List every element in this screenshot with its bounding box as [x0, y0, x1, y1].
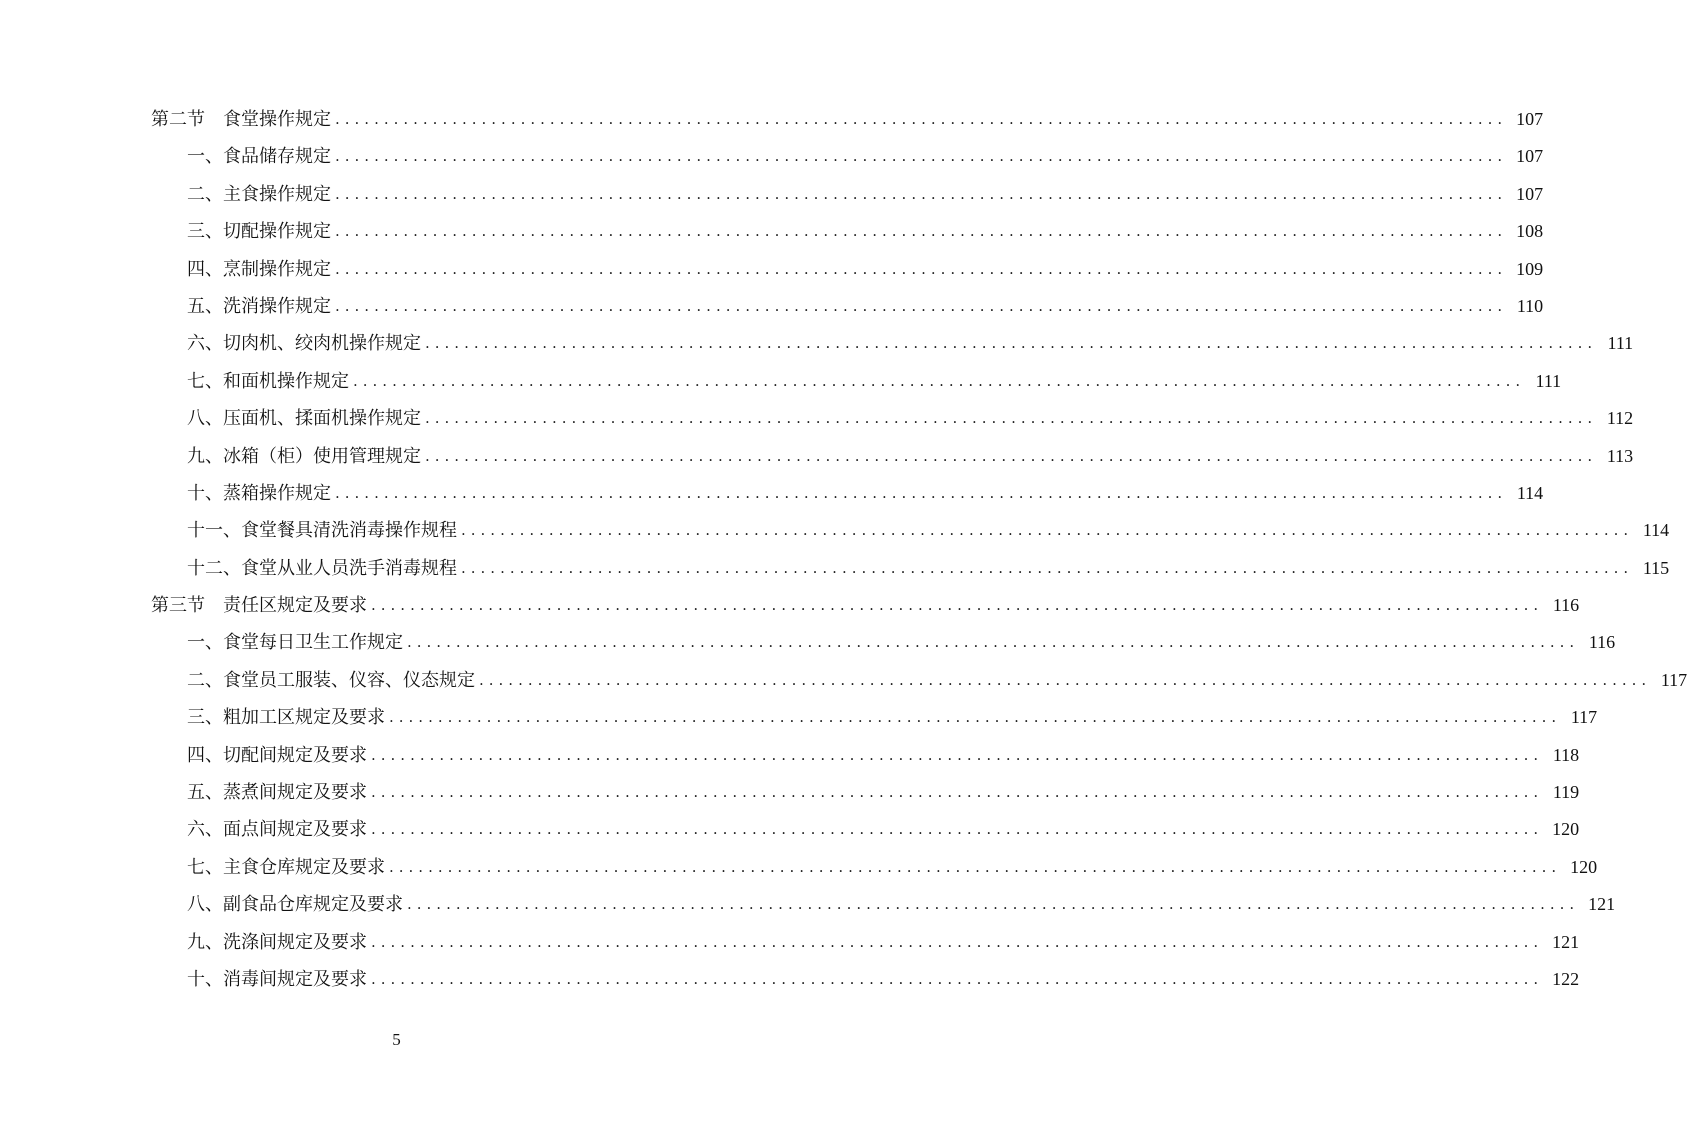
toc-entry-title: 十、蒸箱操作规定 — [187, 482, 331, 504]
toc-entry-page: 107 — [1516, 183, 1544, 204]
toc-entry-page: 109 — [1516, 258, 1544, 279]
toc-entry-page: 113 — [1606, 445, 1634, 466]
toc-entry[interactable] — [151, 961, 1580, 998]
dot-leader: ........................................................................................................................ — [335, 147, 1508, 166]
toc-entry[interactable] — [151, 737, 1580, 774]
toc-entry[interactable] — [151, 400, 1634, 437]
dot-leader: ........................................................................................................................ — [371, 932, 1544, 951]
toc-entry-page: 111 — [1607, 333, 1634, 354]
toc-entry[interactable] — [151, 662, 1687, 699]
toc-entry-page: 120 — [1552, 819, 1580, 840]
toc-entry-page: 121 — [1552, 931, 1580, 952]
toc-entry[interactable] — [151, 774, 1580, 811]
dot-leader: ........................................................................................................................ — [335, 110, 1508, 128]
toc-entry-page: 116 — [1588, 632, 1616, 653]
toc-entry-title: 五、洗消操作规定 — [187, 295, 331, 317]
dot-leader: ........................................................................................................................ — [371, 783, 1544, 802]
toc-entry[interactable] — [151, 624, 1616, 661]
toc-entry[interactable] — [151, 550, 1670, 587]
toc-entry-title: 四、烹制操作规定 — [187, 258, 331, 280]
toc-entry-page: 111 — [1535, 370, 1562, 391]
toc-entry-page: 118 — [1552, 744, 1580, 765]
toc-entry[interactable] — [151, 849, 1598, 886]
toc-entry-title: 一、食品储存规定 — [187, 146, 331, 168]
toc-entry-title: 六、面点间规定及要求 — [187, 819, 367, 841]
toc-entry-title: 四、切配间规定及要求 — [187, 744, 367, 766]
toc-entry-page: 114 — [1642, 520, 1670, 541]
toc-entry[interactable] — [151, 924, 1580, 961]
toc-entry-title: 三、粗加工区规定及要求 — [187, 707, 385, 729]
dot-leader: ........................................................................................................................ — [371, 969, 1544, 988]
toc-entry-title: 十二、食堂从业人员洗手消毒规程 — [187, 557, 457, 579]
toc-entry-title: 七、主食仓库规定及要求 — [187, 856, 385, 878]
toc-entry-page: 120 — [1570, 856, 1598, 877]
toc-entry-page: 119 — [1552, 782, 1580, 803]
toc-entry-page: 107 — [1516, 109, 1544, 129]
dot-leader: ........................................................................................................................ — [407, 895, 1580, 914]
toc-entry-page: 107 — [1516, 146, 1544, 167]
toc-entry[interactable] — [151, 176, 1544, 213]
toc-entry-title: 第二节 食堂操作规定 — [151, 109, 331, 130]
toc-entry-title: 九、冰箱（柜）使用管理规定 — [187, 445, 421, 467]
toc-entry-title: 二、主食操作规定 — [187, 183, 331, 205]
toc-entry-title: 八、压面机、揉面机操作规定 — [187, 408, 421, 430]
toc-entry-title: 一、食堂每日卫生工作规定 — [187, 632, 403, 654]
dot-leader: ........................................................................................................................ — [335, 222, 1508, 241]
dot-leader: ........................................................................................................................ — [461, 558, 1634, 577]
dot-leader: ........................................................................................................................ — [479, 670, 1652, 689]
dot-leader: ........................................................................................................................ — [407, 633, 1580, 652]
toc-entry-title: 第三节 责任区规定及要求 — [151, 595, 367, 617]
toc-entry-page: 108 — [1516, 221, 1544, 242]
toc-entry-page: 122 — [1552, 968, 1580, 989]
toc-entry-page: 110 — [1516, 295, 1544, 316]
toc-entry-title: 九、洗涤间规定及要求 — [187, 931, 367, 953]
table-of-contents — [151, 101, 1687, 998]
dot-leader: ........................................................................................................................ — [335, 483, 1508, 502]
toc-entry-page: 115 — [1642, 557, 1670, 578]
toc-entry[interactable] — [151, 699, 1598, 736]
toc-entry-page: 117 — [1570, 707, 1598, 728]
toc-entry[interactable] — [151, 475, 1544, 512]
toc-entry-title: 十、消毒间规定及要求 — [187, 968, 367, 990]
toc-entry[interactable] — [151, 251, 1544, 288]
toc-entry-title: 五、蒸煮间规定及要求 — [187, 782, 367, 804]
dot-leader: ........................................................................................................................ — [335, 184, 1508, 203]
toc-section-entry[interactable] — [151, 587, 1580, 624]
toc-entry-title: 二、食堂员工服装、仪容、仪态规定 — [187, 669, 475, 691]
toc-entry-page: 116 — [1552, 595, 1580, 616]
dot-leader: ........................................................................................................................ — [371, 596, 1544, 615]
toc-entry[interactable] — [151, 363, 1562, 400]
toc-entry[interactable] — [151, 438, 1634, 475]
toc-entry[interactable] — [151, 288, 1544, 325]
dot-leader: ........................................................................................................................ — [425, 334, 1598, 353]
toc-entry-page: 114 — [1516, 482, 1544, 503]
toc-entry-title: 三、切配操作规定 — [187, 221, 331, 243]
dot-leader: ........................................................................................................................ — [371, 745, 1544, 764]
toc-entry[interactable] — [151, 886, 1616, 923]
toc-entry[interactable] — [151, 138, 1544, 175]
toc-entry-page: 121 — [1588, 894, 1616, 915]
toc-entry-title: 七、和面机操作规定 — [187, 370, 349, 392]
dot-leader: ........................................................................................................................ — [389, 857, 1562, 876]
toc-section-entry[interactable] — [151, 101, 1544, 138]
toc-entry-title: 十一、食堂餐具清洗消毒操作规程 — [187, 520, 457, 542]
dot-leader: ........................................................................................................................ — [425, 409, 1598, 428]
toc-entry[interactable] — [151, 213, 1544, 250]
dot-leader: ........................................................................................................................ — [353, 371, 1526, 390]
dot-leader: ........................................................................................................................ — [335, 259, 1508, 278]
dot-leader: ........................................................................................................................ — [425, 446, 1598, 465]
toc-entry[interactable] — [151, 512, 1670, 549]
toc-entry[interactable] — [151, 811, 1580, 848]
dot-leader: ........................................................................................................................ — [335, 296, 1508, 315]
toc-entry-title: 八、副食品仓库规定及要求 — [187, 894, 403, 916]
dot-leader: ........................................................................................................................ — [371, 820, 1544, 839]
toc-entry-page: 117 — [1660, 669, 1687, 690]
toc-entry[interactable] — [151, 325, 1634, 362]
dot-leader: ........................................................................................................................ — [461, 521, 1634, 540]
toc-entry-page: 112 — [1606, 408, 1634, 429]
dot-leader: ........................................................................................................................ — [389, 708, 1562, 727]
page-number: 5 — [392, 1030, 401, 1049]
toc-entry-title: 六、切肉机、绞肉机操作规定 — [187, 333, 421, 355]
